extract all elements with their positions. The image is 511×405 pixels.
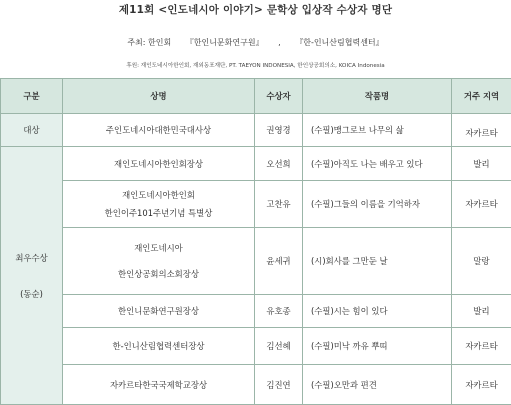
winner-cell: 김선혜 <box>255 328 303 365</box>
award-cell <box>63 181 255 228</box>
region-cell: 발리 <box>452 147 511 181</box>
work-cell: (수필)오만과 편견 <box>303 365 452 405</box>
table-row <box>1 365 511 405</box>
award-cell: 한인니문화연구원장상 <box>63 295 255 328</box>
region-cell: 자카르타 <box>452 181 511 228</box>
org-name: 『한-인니산림협력센터』 <box>295 38 383 47</box>
region-cell: 말랑 <box>452 228 511 295</box>
table-row <box>1 328 511 365</box>
sponsors-line: 후원: 재인도네시아한인회, 재외동포재단, PT. TAEYON INDONESIA, 한인상공회의소, KOICA Indonesia <box>0 61 511 69</box>
winner-cell: 오선희 <box>255 147 303 181</box>
award-cell <box>63 228 255 295</box>
award-line: 재인도네시아 <box>65 242 252 254</box>
separator-comma: , <box>278 38 281 47</box>
work-cell: (수필)미낙 까유 뿌띠 <box>303 328 452 365</box>
winner-cell: 권영경 <box>255 114 303 147</box>
winner-cell: 윤세귀 <box>255 228 303 295</box>
table-row <box>1 114 511 147</box>
region-cell: 발리 <box>452 295 511 328</box>
winner-cell: 김진연 <box>255 365 303 405</box>
work-cell: (수필)맹그로브 나무의 삶 <box>303 114 452 147</box>
host-value: 한인회 <box>148 38 171 47</box>
header-region: 거주 지역 <box>452 79 511 114</box>
work-cell: (수필)시는 힘이 있다 <box>303 295 452 328</box>
table-header-row <box>1 79 511 114</box>
host-label: 주최: <box>127 38 145 47</box>
header-work: 작품명 <box>303 79 452 114</box>
award-line: 재인도네시아한인회 <box>65 186 252 204</box>
header-award: 상명 <box>63 79 255 114</box>
award-cell: 주인도네시아대한민국대사상 <box>63 114 255 147</box>
work-cell: (시)회사를 그만둔 날 <box>303 228 452 295</box>
document-title: 제11회 <인도네시아 이야기> 문학상 입상작 수상자 명단 <box>0 2 511 17</box>
work-cell: (수필)아직도 나는 배우고 있다 <box>303 147 452 181</box>
category-cell-excellence <box>1 147 63 405</box>
table-row <box>1 181 511 228</box>
table-row <box>1 228 511 295</box>
award-line: 한인상공회의소회장상 <box>65 268 252 280</box>
work-cell: (수필)그들의 이름을 기억하자 <box>303 181 452 228</box>
host-line <box>0 37 511 48</box>
host-info <box>127 38 171 47</box>
winner-cell: 고찬유 <box>255 181 303 228</box>
table-row <box>1 147 511 181</box>
category-label: 최우수상 <box>3 252 60 264</box>
awards-table <box>0 78 511 405</box>
winner-cell: 유호종 <box>255 295 303 328</box>
table-row <box>1 295 511 328</box>
region-cell: 자카르타 <box>452 365 511 405</box>
header-category: 구분 <box>1 79 63 114</box>
region-cell: 자카르타 <box>452 328 511 365</box>
award-cell: 한-인니산림협력센터장상 <box>63 328 255 365</box>
award-cell: 자카르타한국국제학교장상 <box>63 365 255 405</box>
header-winner: 수상자 <box>255 79 303 114</box>
category-cell-grand: 대상 <box>1 114 63 147</box>
region-text: 자카르타 <box>454 127 509 139</box>
award-line: 한인이주101주년기념 특별상 <box>65 204 252 222</box>
org-name: 『한인니문화연구원』 <box>186 38 264 47</box>
award-cell: 재인도네시아한인회장상 <box>63 147 255 181</box>
region-cell <box>452 114 511 147</box>
category-note: (동순) <box>3 288 60 300</box>
